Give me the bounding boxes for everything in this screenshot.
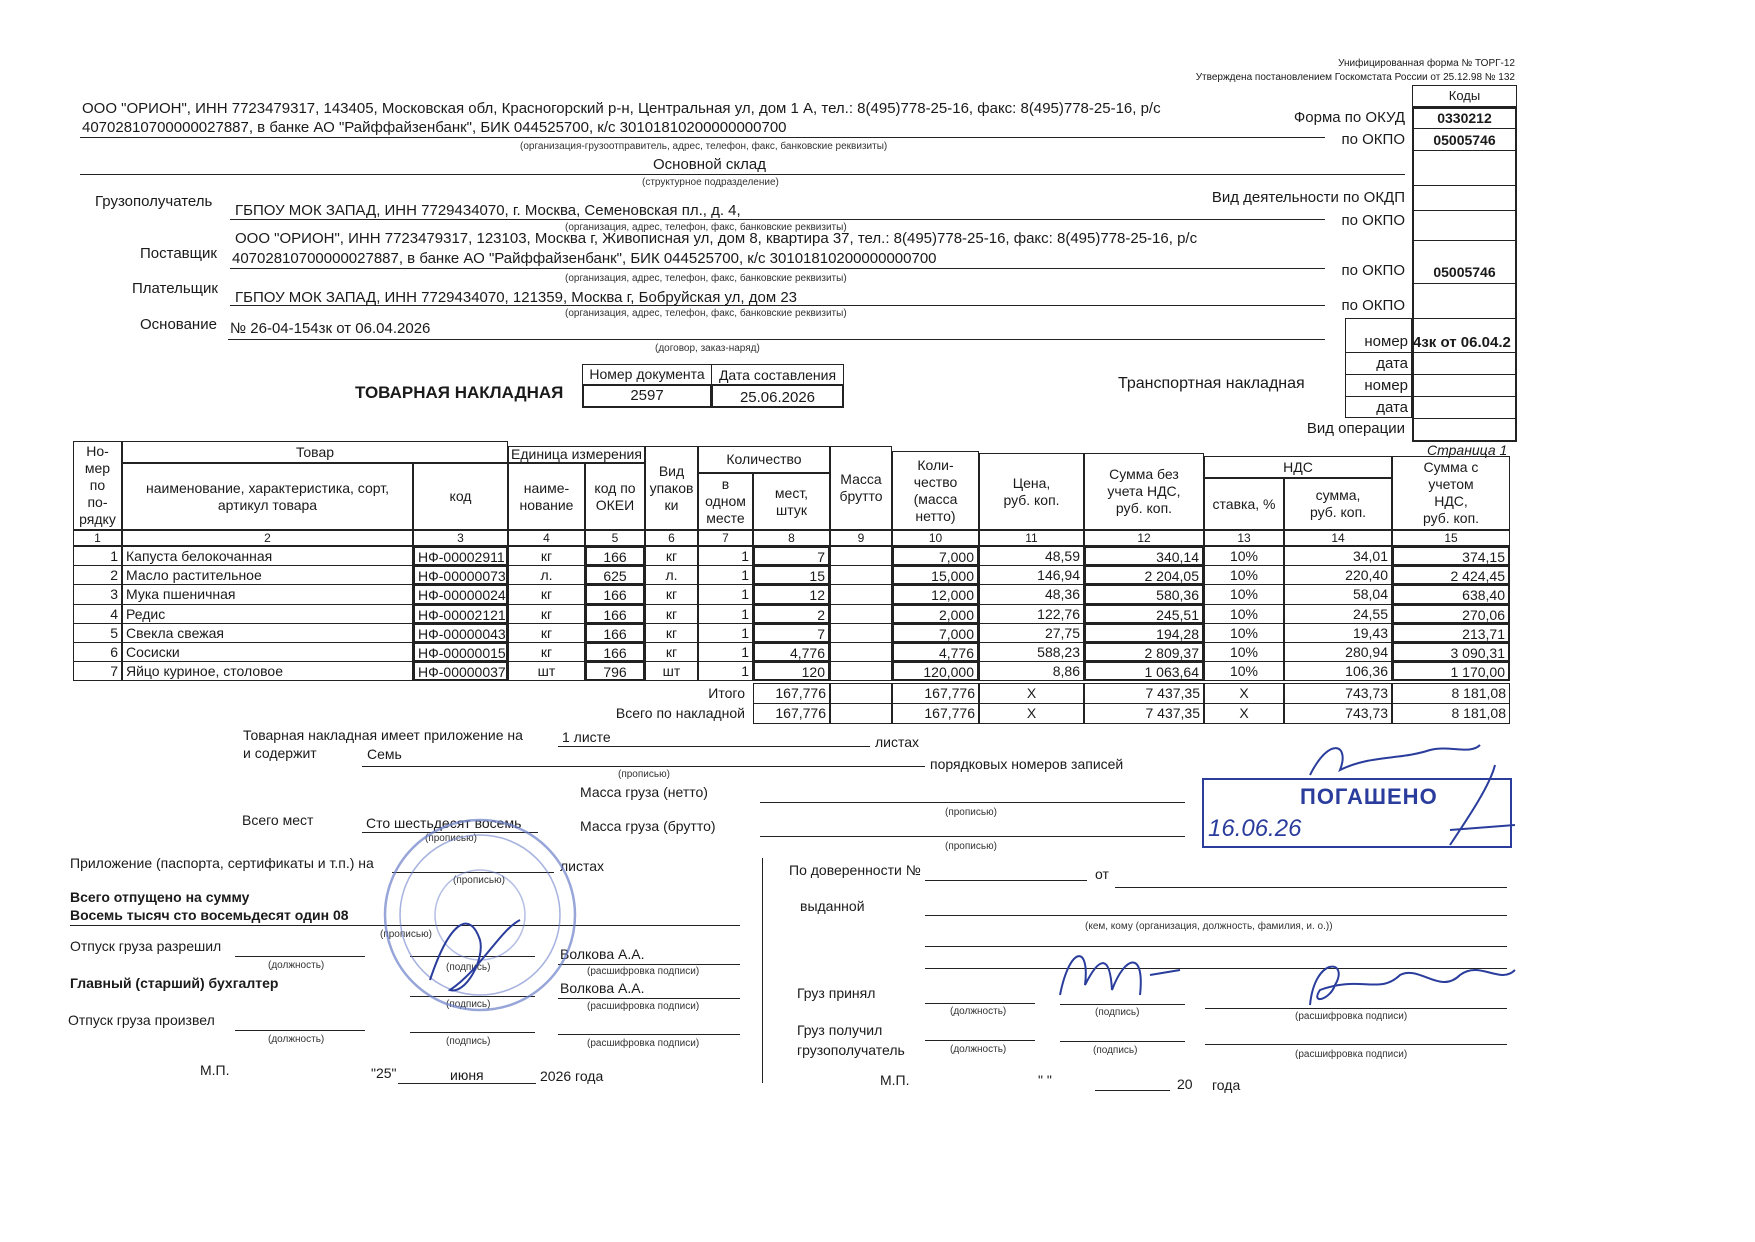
supplier-line2: 40702810700000027887, в банке АО "Райффайзенбанк", БИК 044525700, к/с 30101810200000000700	[232, 250, 937, 267]
table-cell: 146,94	[979, 565, 1084, 585]
totals-cell: Х	[1204, 683, 1284, 704]
table-cell: 122,76	[979, 604, 1084, 624]
th-col-num: 14	[1284, 530, 1392, 546]
release-allowed-label: Отпуск груза разрешил	[70, 938, 222, 954]
cr-decode: (расшифровка подписи)	[1295, 1049, 1408, 1060]
table-cell: 120	[753, 661, 830, 681]
table-cell: 15,000	[892, 565, 979, 585]
mass-net-label: Масса груза (нетто)	[580, 784, 708, 800]
contains-value: Семь	[367, 746, 402, 762]
th-col-num: 9	[830, 530, 892, 546]
basis-caption: (договор, заказ-наряд)	[655, 343, 760, 354]
page-label: Страница 1	[1427, 442, 1508, 458]
cargo-accepted-label: Груз принял	[797, 985, 876, 1001]
table-cell: 58,04	[1284, 584, 1392, 604]
table-cell: шт	[508, 661, 585, 681]
th-col-num: 6	[645, 530, 698, 546]
payer-label: Плательщик	[132, 280, 218, 297]
data-label: дата	[1376, 355, 1408, 372]
th-col-num: 4	[508, 530, 585, 546]
table-cell: 2 424,45	[1392, 565, 1510, 585]
nomer-label: номер	[1364, 333, 1408, 350]
table-cell: 2 204,05	[1084, 565, 1204, 585]
totals-label: Итого	[708, 685, 745, 702]
table-cell: 15	[753, 565, 830, 585]
table-cell: 580,36	[1084, 584, 1204, 604]
table-cell: 166	[585, 604, 645, 624]
issued-caption: (кем, кому (организация, должность, фамилия, и. о.))	[1085, 921, 1333, 932]
okpo-value: 05005746	[1433, 132, 1496, 148]
table-cell: 10%	[1204, 623, 1284, 643]
table-cell: 10%	[1204, 642, 1284, 662]
table-cell: 638,40	[1392, 584, 1510, 604]
form-unified: Унифицированная форма № ТОРГ-12	[1338, 58, 1515, 69]
attach-label: Товарная накладная имеет приложение на	[243, 727, 523, 743]
totals-cell: 167,776	[753, 703, 830, 724]
okud-label: Форма по ОКУД	[1293, 109, 1405, 126]
totals-cell: Х	[979, 703, 1084, 724]
th-gross: Масса брутто	[830, 446, 892, 530]
table-cell: 220,40	[1284, 565, 1392, 585]
signature-icon	[1300, 735, 1520, 855]
totals-cell: 7 437,35	[1084, 683, 1204, 704]
table-cell: 270,06	[1392, 604, 1510, 624]
table-cell: кг	[645, 546, 698, 566]
table-cell: 5	[73, 623, 122, 643]
th-col-num: 8	[753, 530, 830, 546]
table-cell: кг	[645, 584, 698, 604]
shipper-line2: 40702810700000027887, в банке АО "Райффайзенбанк", БИК 044525700, к/с 30101810200000000700	[82, 119, 787, 136]
table-cell: Свекла свежая	[122, 623, 413, 643]
table-cell: 1	[698, 661, 753, 681]
totals-cell: 167,776	[753, 683, 830, 704]
ra-position: (должность)	[268, 960, 325, 971]
stamp-text: ПОГАШЕНО	[1300, 784, 1438, 809]
places-caption: (прописью)	[425, 833, 477, 844]
table-cell: 7	[753, 623, 830, 643]
th-okei: код по ОКЕИ	[585, 463, 645, 530]
supplier-caption: (организация, адрес, телефон, факс, банковские реквизиты)	[565, 273, 847, 284]
year2: 20	[1177, 1076, 1193, 1092]
table-cell: 10%	[1204, 604, 1284, 624]
chief-accountant-label: Главный (старший) бухгалтер	[70, 975, 279, 991]
ca-decode: (расшифровка подписи)	[587, 1001, 700, 1012]
table-cell: кг	[508, 546, 585, 566]
table-cell: 2	[753, 604, 830, 624]
decode-value1: Волкова А.А.	[560, 946, 645, 962]
attach-value: 1 листе	[562, 729, 611, 745]
okpo-label: по ОКПО	[1341, 131, 1405, 148]
consignee-caption: (организация, адрес, телефон, факс, банковские реквизиты)	[565, 222, 847, 233]
mass-net-caption: (прописью)	[945, 807, 997, 818]
mass-gross-caption: (прописью)	[945, 841, 997, 852]
table-cell: 24,55	[1284, 604, 1392, 624]
table-cell: 1 063,64	[1084, 661, 1204, 681]
table-cell: Масло растительное	[122, 565, 413, 585]
table-cell: Редис	[122, 604, 413, 624]
year2-suffix: года	[1212, 1077, 1241, 1093]
totals-cell: Х	[979, 683, 1084, 704]
table-cell: 2 809,37	[1084, 642, 1204, 662]
ca2-signature: (подпись)	[1095, 1007, 1140, 1018]
cr-signature: (подпись)	[1093, 1045, 1138, 1056]
table-cell: 1	[698, 623, 753, 643]
rm-position: (должность)	[268, 1034, 325, 1045]
nomer2-label: номер	[1364, 377, 1408, 394]
table-cell	[830, 661, 892, 681]
form-approved: Утверждена постановлением Госкомстата России от 25.12.98 № 132	[1195, 72, 1515, 83]
totals-cell: 7 437,35	[1084, 703, 1204, 724]
totals-cell: 743,73	[1284, 683, 1392, 704]
th-num: Но- мер по по- рядку	[73, 441, 122, 530]
codes-title: Коды	[1448, 88, 1481, 103]
grand-totals-label: Всего по накладной	[615, 705, 745, 722]
th-sum-vat: Сумма с учетом НДС, руб. коп.	[1392, 456, 1510, 530]
rm-decode: (расшифровка подписи)	[587, 1038, 700, 1049]
table-cell: 166	[585, 642, 645, 662]
th-net: Коли- чество (масса нетто)	[892, 451, 979, 530]
table-cell: 1	[698, 546, 753, 566]
issued-label: выданной	[800, 898, 865, 914]
consignee-label: Грузополучатель	[95, 193, 213, 210]
table-cell: 34,01	[1284, 546, 1392, 566]
doc-num-value: 2597	[630, 387, 664, 404]
decode-value2: Волкова А.А.	[560, 980, 645, 996]
th-code: код	[413, 463, 508, 530]
table-cell: 213,71	[1392, 623, 1510, 643]
date-year: 2026 года	[540, 1068, 604, 1084]
from-label: от	[1095, 866, 1109, 882]
th-vat-sum: сумма, руб. коп.	[1284, 478, 1392, 530]
table-cell: л.	[508, 565, 585, 585]
nomer-value: 4зк от 06.04.2	[1413, 334, 1511, 351]
th-col-num: 12	[1084, 530, 1204, 546]
th-sum-novat: Сумма без учета НДС, руб. коп.	[1084, 453, 1204, 530]
table-cell: кг	[508, 623, 585, 643]
attach-suffix: листах	[875, 734, 920, 750]
table-cell: Сосиски	[122, 642, 413, 662]
table-cell: 166	[585, 546, 645, 566]
okpo2-label: по ОКПО	[1341, 212, 1405, 229]
table-cell: л.	[645, 565, 698, 585]
table-cell: кг	[508, 604, 585, 624]
table-cell: 19,43	[1284, 623, 1392, 643]
table-cell: 106,36	[1284, 661, 1392, 681]
th-col-num: 10	[892, 530, 979, 546]
totals-cell: 167,776	[892, 703, 979, 724]
th-col-num: 7	[698, 530, 753, 546]
table-cell	[830, 565, 892, 585]
contains-caption: (прописью)	[618, 769, 670, 780]
cr-position: (должность)	[950, 1044, 1007, 1055]
doc-date-value: 25.06.2026	[739, 389, 816, 406]
table-cell: 1	[698, 604, 753, 624]
okud-value: 0330212	[1437, 110, 1492, 126]
table-cell: НФ-00000073	[413, 565, 508, 585]
totals-cell: Х	[1204, 703, 1284, 724]
okpo3-label: по ОКПО	[1341, 262, 1405, 279]
ra-decode: (расшифровка подписи)	[587, 966, 700, 977]
table-cell: 3 090,31	[1392, 642, 1510, 662]
table-cell: 2,000	[892, 604, 979, 624]
appendix-label: Приложение (паспорта, сертификаты и т.п.) на	[70, 855, 374, 871]
ca-signature: (подпись)	[446, 999, 491, 1010]
appendix-suffix: листах	[560, 858, 605, 874]
totals-cell: 743,73	[1284, 703, 1392, 724]
table-cell: Мука пшеничная	[122, 584, 413, 604]
table-cell: 588,23	[979, 642, 1084, 662]
table-cell: НФ-00000024	[413, 584, 508, 604]
table-cell: 340,14	[1084, 546, 1204, 566]
table-cell	[830, 546, 892, 566]
th-in-one: в одном месте	[698, 473, 753, 530]
table-cell: 4,776	[753, 642, 830, 662]
table-cell: 4	[73, 604, 122, 624]
table-cell: 1	[698, 565, 753, 585]
data2-label: дата	[1376, 399, 1408, 416]
mass-gross-label: Масса груза (брутто)	[580, 818, 716, 834]
th-col-num: 1	[73, 530, 122, 546]
th-col-num: 13	[1204, 530, 1284, 546]
table-cell: НФ-00002911	[413, 546, 508, 566]
okpo3-value: 05005746	[1433, 264, 1496, 280]
shipper-caption: (организация-грузоотправитель, адрес, телефон, факс, банковские реквизиты)	[520, 141, 888, 152]
table-cell: 48,59	[979, 546, 1084, 566]
table-cell: Капуста белокочанная	[122, 546, 413, 566]
released-caption: (прописью)	[380, 929, 432, 940]
table-cell: НФ-00002121	[413, 604, 508, 624]
th-col-num: 11	[979, 530, 1084, 546]
doc-title: ТОВАРНАЯ НАКЛАДНАЯ	[355, 383, 564, 402]
table-cell: кг	[508, 584, 585, 604]
table-cell: 7,000	[892, 546, 979, 566]
table-cell: 7	[753, 546, 830, 566]
table-cell: 245,51	[1084, 604, 1204, 624]
table-cell: 10%	[1204, 546, 1284, 566]
table-cell: 166	[585, 623, 645, 643]
ra-signature: (подпись)	[446, 962, 491, 973]
released-value: Восемь тысяч сто восемьдесят один 08	[70, 907, 349, 923]
totals-cell	[830, 703, 892, 724]
stamp-date: 16.06.26	[1208, 815, 1302, 842]
table-cell: 796	[585, 661, 645, 681]
table-cell: 625	[585, 565, 645, 585]
table-cell: 12,000	[892, 584, 979, 604]
table-cell: 6	[73, 642, 122, 662]
basis-label: Основание	[140, 316, 217, 333]
table-cell: 280,94	[1284, 642, 1392, 662]
table-cell: 3	[73, 584, 122, 604]
table-cell: 1	[698, 584, 753, 604]
th-name: наименование, характеристика, сорт, артикул товара	[122, 463, 413, 530]
table-cell: 10%	[1204, 661, 1284, 681]
ca2-decode: (расшифровка подписи)	[1295, 1011, 1408, 1022]
shipper-line1: ООО "ОРИОН", ИНН 7723479317, 143405, Московская обл, Красногорский р-н, Центральная ул, дом 1 А, тел.: 8(495)778-25-16, факс: 8(495)778-25-16, р/с	[82, 100, 1161, 117]
totals-cell: 8 181,08	[1392, 683, 1510, 704]
table-cell	[830, 584, 892, 604]
totals-cell: 167,776	[892, 683, 979, 704]
supplier-line1: ООО "ОРИОН", ИНН 7723479317, 123103, Москва г, Живописная ул, дом 8, квартира 37, тел.: 8(495)778-25-16, факс: 8(495)778-25-16, р/с	[235, 230, 1198, 247]
totals-cell	[830, 683, 892, 704]
contains-suffix: порядковых номеров записей	[930, 756, 1124, 772]
quote-pair: " "	[1038, 1072, 1052, 1088]
table-cell: кг	[645, 604, 698, 624]
table-cell: шт	[645, 661, 698, 681]
th-unit-name: наиме- нование	[508, 463, 585, 530]
consignee-value: ГБПОУ МОК ЗАПАД, ИНН 7729434070, г. Москва, Семеновская пл., д. 4,	[235, 202, 741, 219]
table-cell: 7	[73, 661, 122, 681]
th-pack: Вид упаков ки	[645, 446, 698, 530]
th-col-num: 15	[1392, 530, 1510, 546]
ca2-position: (должность)	[950, 1006, 1007, 1017]
table-cell: НФ-00000043	[413, 623, 508, 643]
table-cell: 7,000	[892, 623, 979, 643]
table-cell: кг	[645, 623, 698, 643]
table-cell: 194,28	[1084, 623, 1204, 643]
table-cell: 10%	[1204, 565, 1284, 585]
th-price: Цена, руб. коп.	[979, 453, 1084, 530]
doc-num-label: Номер документа	[589, 366, 705, 382]
appendix-caption: (прописью)	[453, 875, 505, 886]
th-tovar: Товар	[122, 441, 508, 463]
table-cell	[830, 604, 892, 624]
table-cell: 2	[73, 565, 122, 585]
table-cell	[830, 623, 892, 643]
proxy-label: По доверенности №	[789, 862, 921, 878]
table-cell: 374,15	[1392, 546, 1510, 566]
th-unit: Единица измерения	[508, 446, 645, 463]
basis-value: № 26-04-154зк от 06.04.2026	[230, 320, 431, 337]
department: Основной склад	[653, 156, 767, 173]
signature-icon	[420, 900, 540, 1010]
th-qty: Количество	[698, 446, 830, 473]
date-month: июня	[450, 1067, 484, 1083]
table-cell: 1 170,00	[1392, 661, 1510, 681]
table-cell: 120,000	[892, 661, 979, 681]
th-col-num: 5	[585, 530, 645, 546]
places-value: Сто шестьдесят восемь	[366, 815, 522, 831]
signature-icon	[1290, 945, 1520, 1015]
cargo-received1: Груз получил	[797, 1022, 883, 1038]
table-cell: 48,36	[979, 584, 1084, 604]
payer-caption: (организация, адрес, телефон, факс, банковские реквизиты)	[565, 308, 847, 319]
table-cell: НФ-00000037	[413, 661, 508, 681]
table-cell: 1	[698, 642, 753, 662]
department-caption: (структурное подразделение)	[642, 177, 779, 188]
signature-icon	[1050, 935, 1190, 1015]
table-cell: кг	[645, 642, 698, 662]
supplier-label: Поставщик	[140, 245, 217, 262]
table-cell: 4,776	[892, 642, 979, 662]
okdp-label: Вид деятельности по ОКДП	[1211, 189, 1405, 206]
th-rate: ставка, %	[1204, 478, 1284, 530]
release-made-label: Отпуск груза произвел	[68, 1012, 215, 1028]
payer-value: ГБПОУ МОК ЗАПАД, ИНН 7729434070, 121359, Москва г, Бобруйская ул, дом 23	[235, 289, 798, 306]
table-cell: 8,86	[979, 661, 1084, 681]
table-cell: 166	[585, 584, 645, 604]
places-label: Всего мест	[242, 812, 314, 828]
table-cell	[830, 642, 892, 662]
th-vat: НДС	[1204, 456, 1392, 478]
table-cell: НФ-00000015	[413, 642, 508, 662]
mp-left: М.П.	[200, 1062, 230, 1078]
doc-date-label: Дата составления	[718, 367, 837, 383]
vid-op-label: Вид операции	[1306, 420, 1405, 437]
th-places: мест, штук	[753, 473, 830, 530]
date-day: "25"	[371, 1065, 397, 1081]
table-cell: 10%	[1204, 584, 1284, 604]
rm-signature: (подпись)	[446, 1036, 491, 1047]
totals-cell: 8 181,08	[1392, 703, 1510, 724]
table-cell: 27,75	[979, 623, 1084, 643]
transport-label: Транспортная накладная	[1118, 375, 1305, 392]
table-cell: 12	[753, 584, 830, 604]
mp-right: М.П.	[880, 1072, 910, 1088]
table-cell: Яйцо куриное, столовое	[122, 661, 413, 681]
cargo-received2: грузополучатель	[797, 1042, 905, 1058]
released-label: Всего отпущено на сумму	[70, 889, 250, 905]
table-cell: кг	[508, 642, 585, 662]
th-col-num: 3	[413, 530, 508, 546]
okpo4-label: по ОКПО	[1341, 297, 1405, 314]
table-cell: 1	[73, 546, 122, 566]
th-col-num: 2	[122, 530, 413, 546]
contains-label: и содержит	[243, 745, 317, 761]
